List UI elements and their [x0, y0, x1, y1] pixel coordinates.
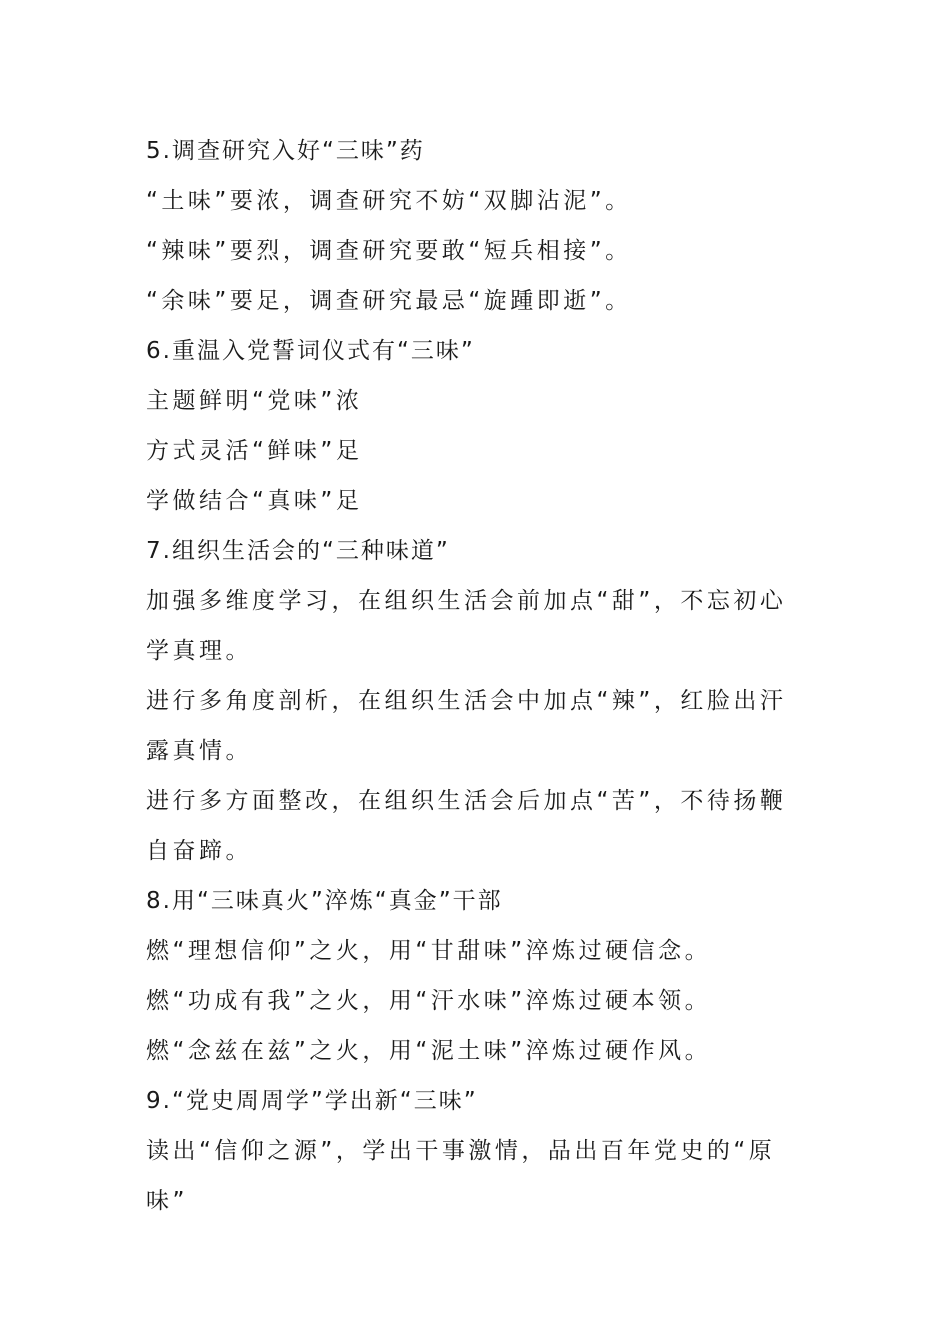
section-7-para-3-line-2: 自奋蹄。: [146, 838, 252, 864]
section-6-line-2: 方式灵活“鲜味”足: [146, 438, 363, 464]
section-6-line-3: 学做结合“真味”足: [146, 488, 363, 514]
section-7-heading: 7.组织生活会的“三种味道”: [146, 538, 450, 564]
section-6-line-1: 主题鲜明“党味”浓: [146, 388, 363, 414]
section-8-line-3: 燃“念兹在兹”之火，用“泥土味”淬炼过硬作风。: [146, 1038, 712, 1064]
section-8-line-1: 燃“理想信仰”之火，用“甘甜味”淬炼过硬信念。: [146, 938, 712, 964]
section-5-line-1: “土味”要浓，调查研究不妨“双脚沾泥”。: [146, 188, 632, 214]
section-8-heading: 8.用“三味真火”淬炼“真金”干部: [146, 888, 503, 914]
section-7-para-1-line-2: 学真理。: [146, 638, 252, 664]
section-7-para-1-line-1: 加强多维度学习，在组织生活会前加点“甜”，不忘初心: [146, 588, 787, 614]
section-7-para-3-line-1: 进行多方面整改，在组织生活会后加点“苦”，不待扬鞭: [146, 788, 787, 814]
section-5-line-3: “余味”要足，调查研究最忌“旋踵即逝”。: [146, 288, 632, 314]
section-5-line-2: “辣味”要烈，调查研究要敢“短兵相接”。: [146, 238, 632, 264]
section-5-heading: 5.调查研究入好“三味”药: [146, 138, 425, 164]
section-9-heading: 9.“党史周周学”学出新“三味”: [146, 1088, 478, 1114]
document-body: [146, 126, 806, 1226]
section-9-para-1-line-2: 味”: [146, 1188, 188, 1214]
section-7-para-2-line-2: 露真情。: [146, 738, 252, 764]
section-6-heading: 6.重温入党誓词仪式有“三味”: [146, 338, 475, 364]
section-9-para-1-line-1: 读出“信仰之源”，学出干事激情，品出百年党史的“原: [146, 1138, 776, 1164]
section-8-line-2: 燃“功成有我”之火，用“汗水味”淬炼过硬本领。: [146, 988, 712, 1014]
section-7-para-2-line-1: 进行多角度剖析，在组织生活会中加点“辣”，红脸出汗: [146, 688, 787, 714]
